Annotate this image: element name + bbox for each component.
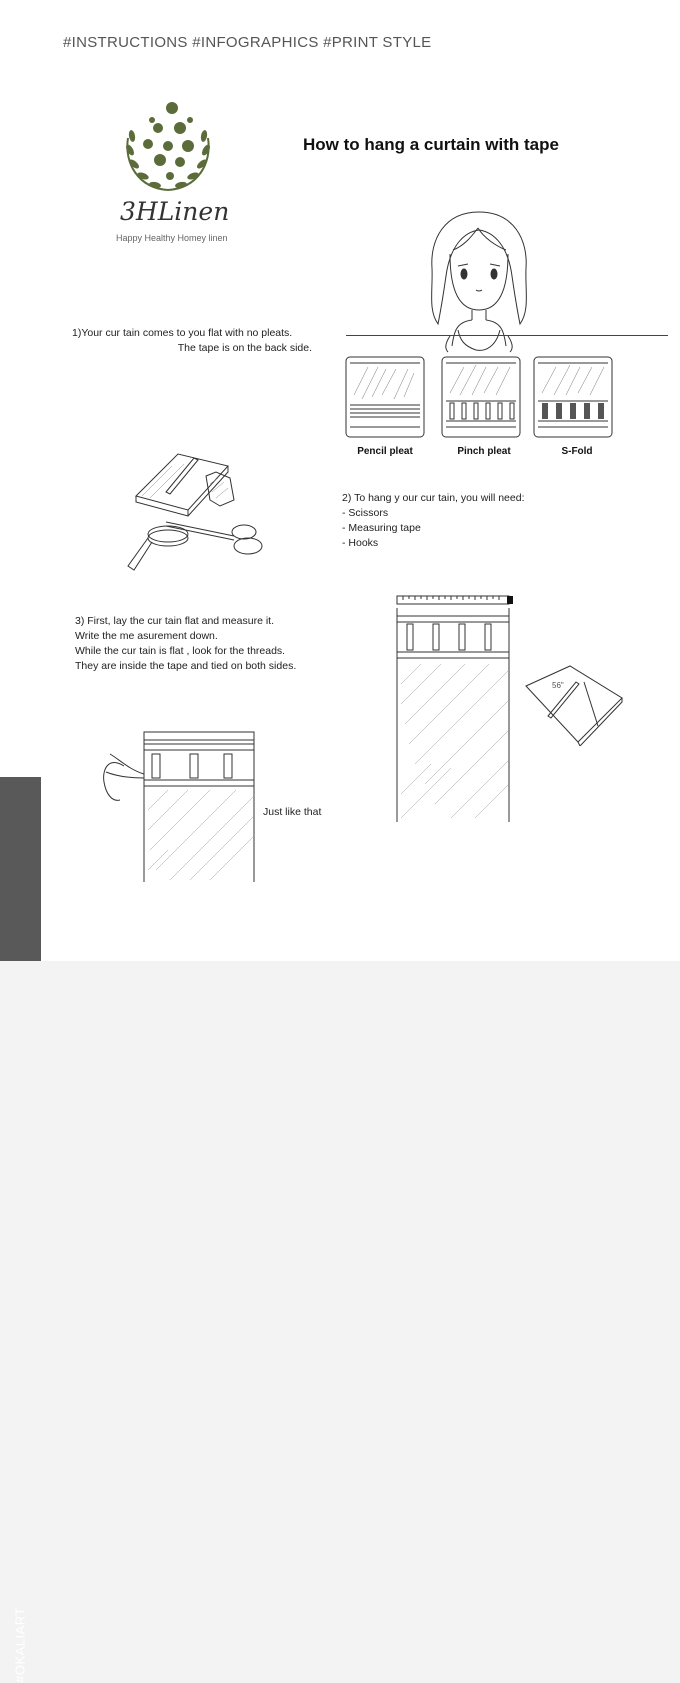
tools-illustration [122,452,274,580]
notebook-and-pen-illustration [522,662,626,746]
sidebar-band [0,777,41,1683]
tape-threads-illustration [100,730,260,886]
hashtags: #INSTRUCTIONS #INFOGRAPHICS #PRINT STYLE [63,34,432,51]
caption-just-like-that: Just like that [263,806,322,818]
fold-label-pencil-pleat: Pencil pleat [357,446,413,457]
step-1-text [72,326,312,356]
pinch-pleat-fold-illustration [440,355,522,439]
step-2-line-1: 2) To hang y our cur tain, you will need: [342,492,525,504]
step-2-line-2: - Scissors [342,507,389,519]
step-3-text [75,614,296,674]
pencil-pleat-fold-illustration [344,355,426,439]
brand-name: 3HLinen [120,197,230,226]
fold-label-pinch-pleat: Pinch pleat [457,446,511,457]
notebook-note: 56" [552,681,564,690]
sidebar-label: #OKALIART [12,1607,28,1683]
measured-curtain-illustration [395,594,515,826]
step-3-line-3: While the cur tain is flat , look for the threads. [75,645,286,657]
step-1-line-2: The tape is on the back side. [177,342,312,354]
step-2-text [342,491,525,551]
brand-tagline: Happy Healthy Homey linen [116,233,228,243]
step-3-line-1: 3) First, lay the cur tain flat and measure it. [75,615,274,627]
table-edge-line [346,335,668,336]
wreath-logo-icon [118,98,218,198]
step-3-line-4: They are inside the tape and tied on both sides. [75,660,297,672]
girl-illustration [420,206,538,356]
step-2-line-3: - Measuring tape [342,522,421,534]
step-2-line-4: - Hooks [342,537,379,549]
fold-label-s-fold: S-Fold [561,446,593,457]
page-title: How to hang a curtain with tape [303,135,559,154]
step-1-line-1: 1)Your cur tain comes to you flat with no pleats. [72,327,293,339]
s-fold-illustration [532,355,614,439]
step-3-line-2: Write the me asurement down. [75,630,218,642]
